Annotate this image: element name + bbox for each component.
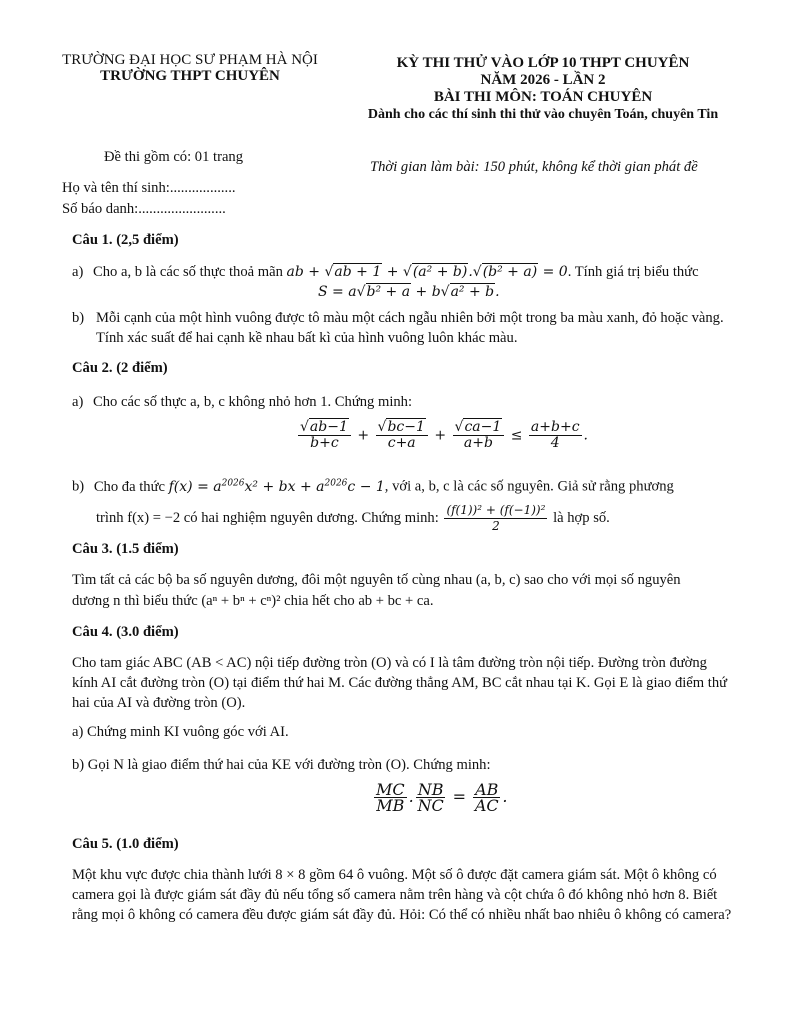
- question-2b-text-end: là hợp số.: [553, 509, 610, 526]
- question-2b-text-claim: trình f(x) = −2 có hai nghiệm nguyên dương. Chứng minh:: [96, 509, 439, 526]
- question-3-text-line1: Tìm tất cả các bộ ba số nguyên dương, đôi một nguyên tố cùng nhau (a, b, c) sao cho với mọi số nguyên: [72, 572, 681, 588]
- question-1a: [72, 262, 699, 282]
- question-2a-inequality: $\frac{√ab-1}{b+c}$ + $\frac{√bc-1}{c+a}$ + $\frac{√ca-1}{a+b}$ ≤ $\frac{a+b+c}{4}$ .: [300, 419, 588, 451]
- question-1b-text: Mỗi cạnh của một hình vuông được tô màu một cách ngẫu nhiên bởi một trong ba màu xanh, đỏ hoặc vàng. Tính xác suất để hai cạnh kề nhau bất kì của hình vuông luôn khác màu.: [96, 310, 724, 346]
- question-2-title: Câu 2. (2 điểm): [72, 360, 168, 376]
- question-2b: [72, 473, 674, 497]
- question-1a-label: a): [72, 264, 84, 280]
- school-name-university: TRƯỜNG ĐẠI HỌC SƯ PHẠM HÀ NỘI: [62, 52, 318, 68]
- question-2b-fraction: $\frac{\text{(f(1))² + (f(−1))²}}{2}$: [446, 503, 546, 533]
- question-5-text: Một khu vực được chia thành lưới 8 × 8 gồm 64 ô vuông. Một số ô được đặt camera giám sát. Một ô không có camera gọi là được giám sát đầy đủ nếu tổng số camera nằm trên hàng và cột chứa ô đó không nhỏ hơn 8. Biết rằng mọi ô không có camera đều được giám sát đầy đủ. Hỏi: Có thể có nhiều nhất bao nhiêu ô không có camera?: [72, 867, 732, 923]
- school-header: [40, 52, 340, 84]
- question-1b-label: b): [72, 310, 85, 326]
- question-3-text-line2: dương n thì biểu thức (aⁿ + bⁿ + cⁿ)² chia hết cho ab + bc + ca.: [72, 593, 434, 609]
- pages-note: Đề thi gồm có: 01 trang: [104, 149, 244, 165]
- question-3-title: Câu 3. (1.5 điểm): [72, 541, 179, 557]
- school-name-highschool: TRƯỜNG THPT CHUYÊN: [100, 68, 280, 84]
- question-4-title: Câu 4. (3.0 điểm): [72, 624, 179, 640]
- question-2b-line2: [96, 503, 610, 534]
- question-5-title: Câu 5. (1.0 điểm): [72, 836, 179, 852]
- exam-header: [342, 55, 744, 123]
- candidate-name-field: Họ và tên thí sinh:..................: [62, 180, 236, 196]
- question-1a-expression: S = a√b² + a + b√a² + b.: [318, 284, 500, 300]
- question-4a-text: a) Chứng minh KI vuông góc với AI.: [72, 724, 289, 740]
- candidate-id-field: Số báo danh:........................: [62, 201, 226, 217]
- exam-year: NĂM 2026 - LẦN 2: [480, 72, 606, 88]
- question-1a-text-start: Cho a, b là các số thực thoả mãn: [93, 264, 283, 280]
- question-2a: [72, 392, 412, 412]
- exam-title: KỲ THI THỬ VÀO LỚP 10 THPT CHUYÊN: [396, 55, 690, 71]
- question-2b-text-start: Cho đa thức: [93, 478, 165, 495]
- question-4-text: Cho tam giác ABC (AB < AC) nội tiếp đường tròn (O) và có I là tâm đường tròn nội tiếp. Đường tròn đường kính AI cắt đường tròn (O) tại điểm thứ hai M. Các đường thẳng AM, BC cắt nhau tại K. Gọi E là giao điểm thứ hai của AI và đường tròn (O).: [72, 655, 728, 711]
- question-2b-label: b): [72, 478, 85, 495]
- exam-subject: BÀI THI MÔN: TOÁN CHUYÊN: [433, 89, 653, 105]
- question-2b-polynomial: $f(x) = a^{2026}x^2$ + bx + $a^{2026}c - 1$: [168, 478, 385, 495]
- exam-audience: Dành cho các thí sinh thi thử vào chuyên Toán, chuyên Tin: [367, 107, 719, 122]
- time-note: Thời gian làm bài: 150 phút, không kể thời gian phát đề: [370, 159, 698, 175]
- question-4b-equation: $\frac{MC}{MB}$ . $\frac{NB}{NC}$ = $\frac{AB}{AC}$ .: [376, 780, 508, 815]
- question-1-title: Câu 1. (2,5 điểm): [72, 232, 179, 248]
- question-2a-text: Cho các số thực a, b, c không nhỏ hơn 1. Chứng minh:: [93, 394, 413, 410]
- question-1a-text-end: . Tính giá trị biểu thức: [567, 264, 699, 280]
- question-4b-text: b) Gọi N là giao điểm thứ hai của KE với đường tròn (O). Chứng minh:: [72, 757, 491, 773]
- question-2a-label: a): [72, 394, 84, 410]
- question-1a-condition: ab + √ab + 1 + √(a² + b).√(b² + a) = 0: [286, 264, 568, 280]
- question-2b-text-mid: , với a, b, c là các số nguyên. Giả sử rằng phương: [384, 478, 674, 495]
